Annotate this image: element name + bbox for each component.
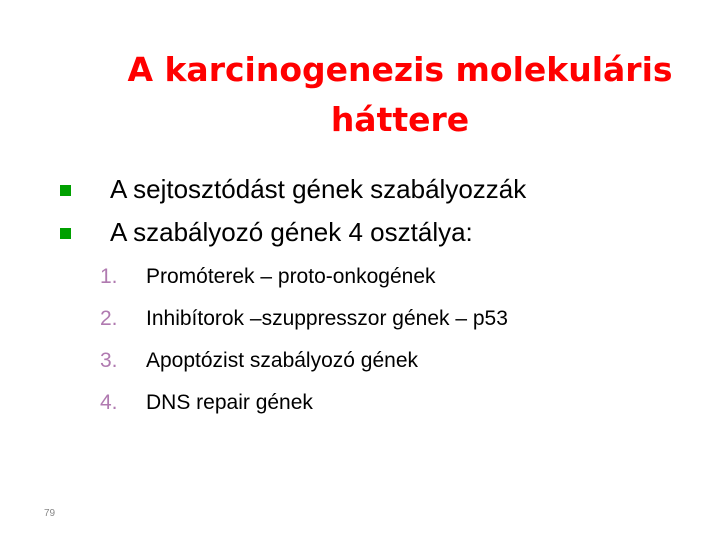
numbered-list: [100, 256, 700, 424]
item-number: 1.: [100, 265, 118, 288]
item-number: 2.: [100, 307, 118, 330]
bullet-list: [60, 168, 700, 254]
page-number: 79: [44, 508, 56, 519]
bullet-item: [60, 211, 700, 254]
slide-title: [100, 45, 700, 145]
slide-title-line-1: A karcinogenezis molekuláris: [127, 50, 673, 89]
bullet-item: [60, 168, 700, 211]
slide-title-line-2: háttere: [330, 100, 470, 139]
numbered-item: [100, 256, 700, 298]
item-text: Apoptózist szabályozó gének: [146, 349, 419, 372]
bullet-text: A sejtosztódást gének szabályozzák: [110, 174, 527, 204]
item-number: 4.: [100, 391, 118, 414]
item-text: Inhibítorok –szuppresszor gének – p53: [146, 307, 508, 330]
green-square-icon: [60, 185, 71, 196]
item-text: Promóterek – proto-onkogének: [146, 265, 436, 288]
numbered-item: [100, 382, 700, 424]
numbered-item: [100, 298, 700, 340]
numbered-item: [100, 340, 700, 382]
item-text: DNS repair gének: [146, 391, 313, 414]
green-square-icon: [60, 228, 71, 239]
bullet-text: A szabályozó gének 4 osztálya:: [110, 217, 473, 247]
item-number: 3.: [100, 349, 118, 372]
